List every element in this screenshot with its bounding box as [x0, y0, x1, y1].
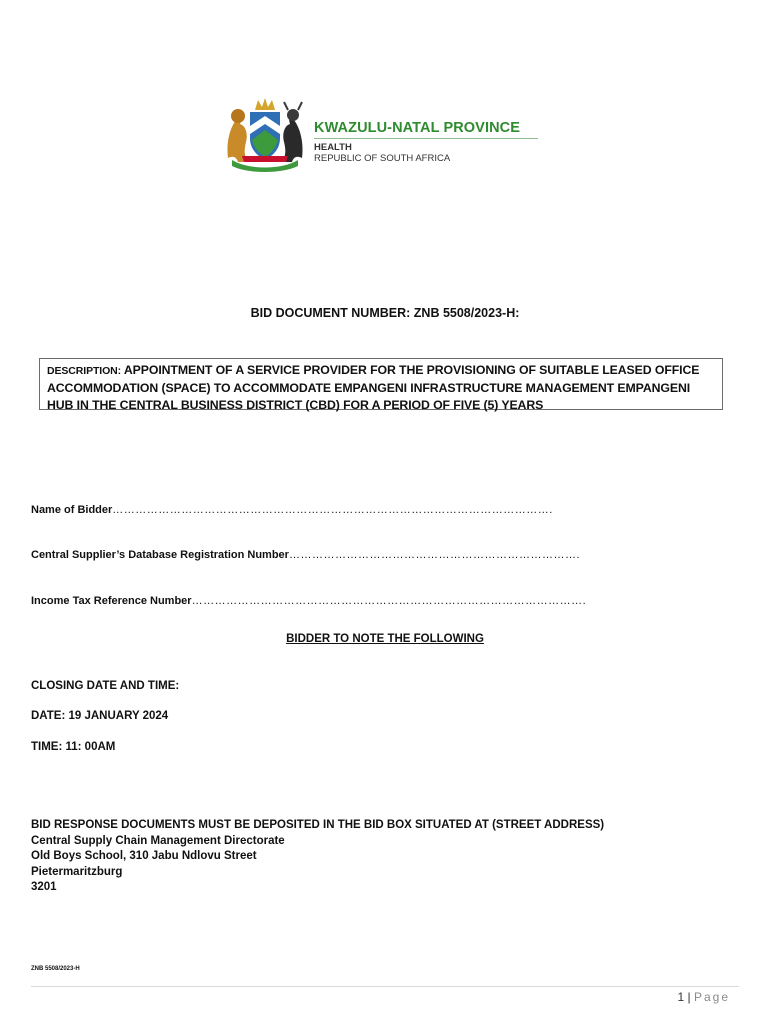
- description-body: APPOINTMENT OF A SERVICE PROVIDER FOR THE PROVISIONING OF SUITABLE LEASED OFFICE ACCOMMODATION (SPACE) TO ACCOMMODATE EMPANGENI INFRASTRUCTURE MANAGEMENT EMPANGENI HUB IN THE CENTRAL BUSINESS DISTRICT (CBD) FOR A PERIOD OF FIVE (5) YEARS: [47, 363, 700, 412]
- department-name: HEALTH: [314, 142, 352, 153]
- address-instruction: BID RESPONSE DOCUMENTS MUST BE DEPOSITED IN THE BID BOX SITUATED AT (STREET ADDRESS): [31, 819, 605, 831]
- page-number-value: 1: [677, 990, 685, 1004]
- bidder-name-field[interactable]: [31, 504, 553, 516]
- description-text: [47, 362, 716, 414]
- tax-number-label: Income Tax Reference Number: [31, 595, 192, 607]
- csd-number-field[interactable]: [31, 549, 580, 561]
- logo-divider: [314, 138, 538, 139]
- address-street: Old Boys School, 310 Jabu Ndlovu Street: [31, 850, 257, 862]
- footer-reference: ZNB 5508/2023-H: [31, 966, 80, 972]
- page-word: Page: [693, 990, 730, 1004]
- footer-divider: [31, 986, 739, 987]
- description-box: [39, 358, 723, 410]
- bid-document-number: BID DOCUMENT NUMBER: ZNB 5508/2023-H:: [250, 306, 520, 320]
- bidder-name-blank[interactable]: …………………………………………………………………………………………………….: [112, 504, 553, 516]
- tax-number-blank[interactable]: ………………………………………………………………………………………….: [191, 595, 587, 607]
- closing-time: TIME: 11: 00AM: [31, 741, 116, 753]
- description-label: DESCRIPTION:: [47, 365, 124, 377]
- csd-number-label: Central Supplier’s Database Registration Number: [31, 549, 289, 561]
- province-name: KWAZULU-NATAL PROVINCE: [314, 120, 520, 136]
- closing-heading: CLOSING DATE AND TIME:: [31, 680, 180, 692]
- bidder-note-heading: BIDDER TO NOTE THE FOLLOWING: [286, 633, 484, 645]
- closing-date: DATE: 19 JANUARY 2024: [31, 710, 169, 722]
- page-number: [677, 990, 730, 1004]
- address-city: Pietermaritzburg: [31, 865, 123, 878]
- page-number-separator: |: [684, 990, 694, 1004]
- coat-of-arms-icon: [222, 96, 308, 172]
- kzn-health-logo: [222, 96, 540, 172]
- bidder-name-label: Name of Bidder: [31, 504, 113, 516]
- country-name: REPUBLIC OF SOUTH AFRICA: [314, 153, 451, 164]
- address-directorate: Central Supply Chain Management Directorate: [31, 834, 285, 847]
- csd-number-blank[interactable]: ………………………………………………………………….: [288, 549, 581, 561]
- address-postal-code: 3201: [31, 881, 57, 893]
- tax-number-field[interactable]: [31, 595, 586, 607]
- delivery-address: [31, 818, 604, 896]
